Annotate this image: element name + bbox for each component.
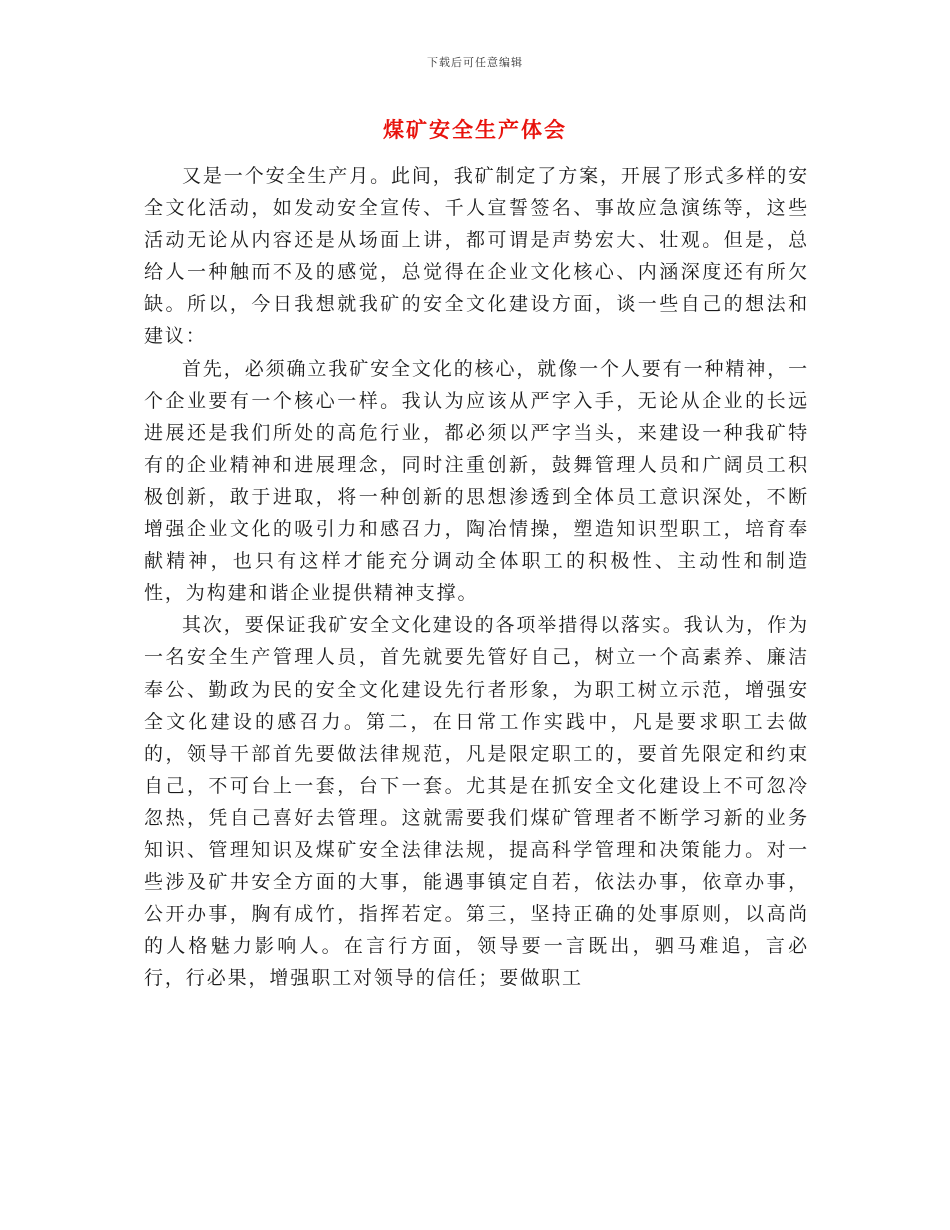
document-body xyxy=(144,160,809,994)
page-header: 下载后可任意编辑 xyxy=(427,56,523,69)
paragraph-3: 其次，要保证我矿安全文化建设的各项举措得以落实。我认为，作为一名安全生产管理人员，首先就要先管好自己，树立一个高素养、廉洁奉公、勤政为民的安全文化建设先行者形象，为职工树立示范，增强安全文化建设的感召力。第二，在日常工作实践中，凡是要求职工去做的，领导干部首先要做法律规范，凡是限定职工的，要首先限定和约束自己，不可台上一套，台下一套。尤其是在抓安全文化建设上不可忽冷忽热，凭自己喜好去管理。这就需要我们煤矿管理者不断学习新的业务知识、管理知识及煤矿安全法律法规，提高科学管理和决策能力。对一些涉及矿井安全方面的大事，能遇事镇定自若，依法办事，依章办事，公开办事，胸有成竹，指挥若定。第三，坚持正确的处事原则，以高尚的人格魅力影响人。在言行方面，领导要一言既出，驷马难追，言必行，行必果，增强职工对领导的信任；要做职工 xyxy=(144,614,810,990)
paragraph-2: 首先，必须确立我矿安全文化的核心，就像一个人要有一种精神，一个企业要有一个核心一样。我认为应该从严字入手，无论从企业的长远进展还是我们所处的高危行业，都必须以严字当头，来建设一种我矿特有的企业精神和进展理念，同时注重创新，鼓舞管理人员和广阔员工积极创新，敢于进取，将一种创新的思想渗透到全体员工意识深处，不断增强企业文化的吸引力和感召力，陶冶情操，塑造知识型职工，培育奉献精神，也只有这样才能充分调动全体职工的积极性、主动性和制造性，为构建和谐企业提供精神支撑。 xyxy=(144,357,810,605)
document-title: 煤矿安全生产体会 xyxy=(383,117,567,142)
paragraph-1: 又是一个安全生产月。此间，我矿制定了方案，开展了形式多样的安全文化活动，如发动安全宣传、千人宣誓签名、事故应急演练等，这些活动无论从内容还是从场面上讲，都可谓是声势宏大、壮观。但是，总给人一种触而不及的感觉，总觉得在企业文化核心、内涵深度还有所欠缺。所以，今日我想就我矿的安全文化建设方面，谈一些自己的想法和建议： xyxy=(144,165,810,348)
